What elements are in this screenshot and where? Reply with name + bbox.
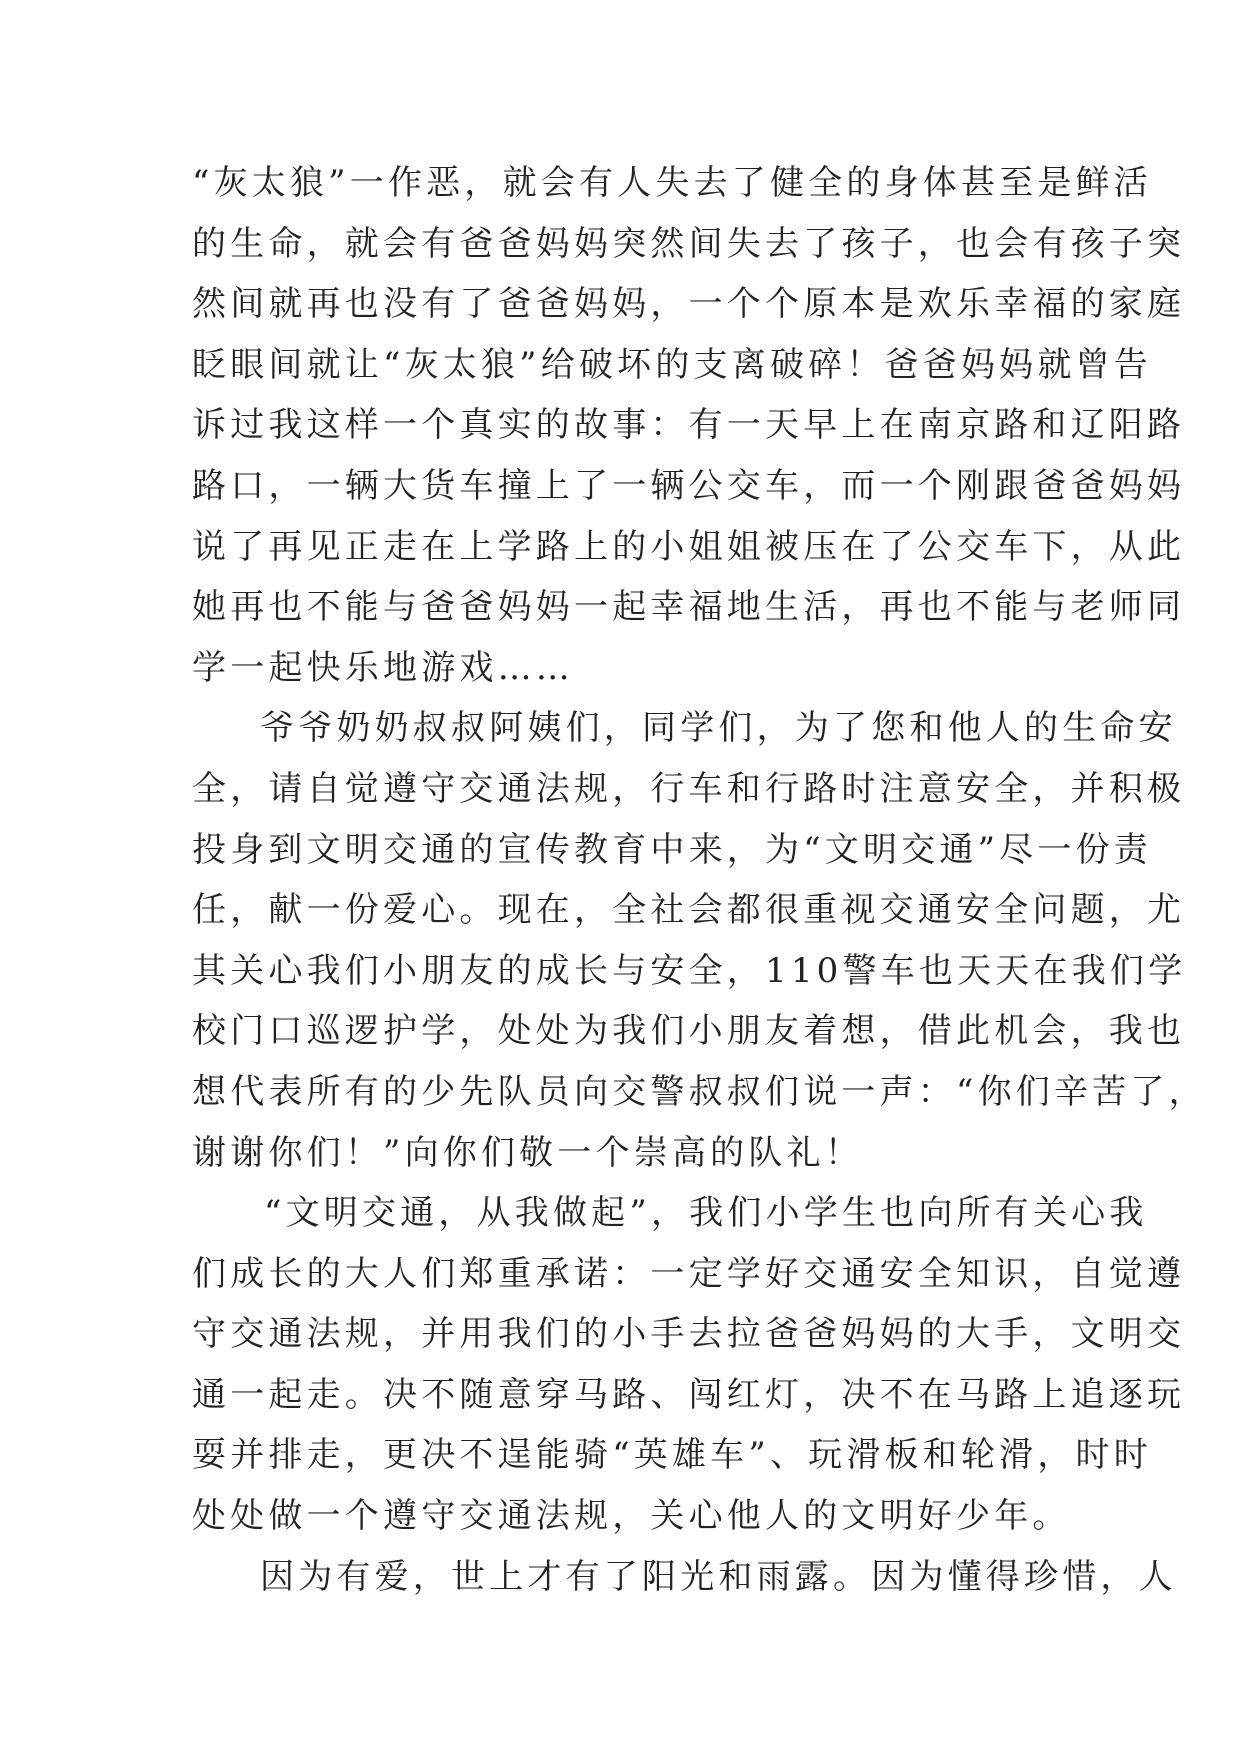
text-line: 诉过我这样一个真实的故事：有一天早上在南京路和辽阳路 [192,405,1186,446]
text-line: 路口，一辆大货车撞上了一辆公交车，而一个刚跟爸爸妈妈 [192,465,1186,506]
text-line: 其关心我们小朋友的成长与安全，110警车也天天在我们学 [192,950,1187,991]
text-line: 谢谢你们！”向你们敬一个崇高的队礼！ [192,1132,863,1173]
paragraph-start-line: 爷爷奶奶叔叔阿姨们，同学们，为了您和他人的生命安 [260,708,1177,749]
text-line: 投身到文明交通的宣传教育中来，为“文明交通”尽一份责 [192,829,1152,870]
text-line: 处处做一个遵守交通法规，关心他人的文明好少年。 [192,1496,1071,1537]
text-line: 学一起快乐地游戏…… [192,647,574,688]
body-text [192,153,1207,1607]
text-line: 们成长的大人们郑重承诺：一定学好交通安全知识，自觉遵 [192,1253,1186,1294]
text-line: 想代表所有的少先队员向交警叔叔们说一声：“你们辛苦了， [192,1071,1207,1112]
paragraph-start-line: 因为有爱，世上才有了阳光和雨露。因为懂得珍惜，人 [260,1556,1177,1597]
text-line: 然间就再也没有了爸爸妈妈，一个个原本是欢乐幸福的家庭 [192,284,1186,325]
text-line: 说了再见正走在上学路上的小姐姐被压在了公交车下，从此 [192,526,1186,567]
text-line: 她再也不能与爸爸妈妈一起幸福地生活，再也不能与老师同 [192,587,1186,628]
text-line: 通一起走。决不随意穿马路、闯红灯，决不在马路上追逐玩 [192,1374,1186,1415]
text-line: 守交通法规，并用我们的小手去拉爸爸妈妈的大手，文明交 [192,1314,1186,1355]
text-line: “灰太狼”一作恶，就会有人失去了健全的身体甚至是鲜活 [192,163,1152,203]
text-line: 全，请自觉遵守交通法规，行车和行路时注意安全，并积极 [192,768,1186,809]
text-line: 耍并排走，更决不逞能骑“英雄车”、玩滑板和轮滑，时时 [192,1435,1152,1476]
paragraph-start-line: “文明交通，从我做起”，我们小学生也向所有关心我 [264,1193,1148,1234]
text-line: 眨眼间就让“灰太狼”给破坏的支离破碎！爸爸妈妈就曾告 [192,344,1152,385]
text-line: 校门口巡逻护学，处处为我们小朋友着想，借此机会，我也 [192,1011,1186,1052]
text-line: 任，献一份爱心。现在，全社会都很重视交通安全问题，尤 [192,890,1186,931]
text-line: 的生命，就会有爸爸妈妈突然间失去了孩子，也会有孩子突 [192,223,1186,264]
